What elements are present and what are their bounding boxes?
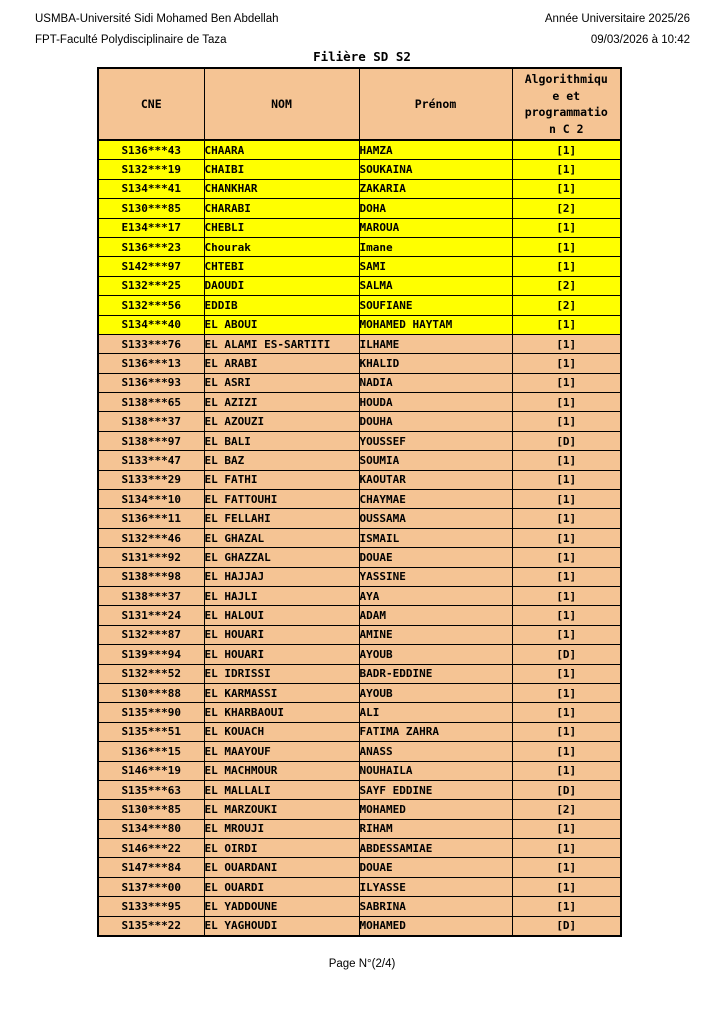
roster-header — [98, 68, 621, 140]
column-header-grade — [512, 68, 621, 140]
cell-nom: EL OUARDANI — [204, 858, 359, 877]
cell-prenom: ISMAIL — [359, 528, 512, 547]
cell-grade: [1] — [512, 451, 621, 470]
table-row — [98, 839, 621, 858]
table-row — [98, 354, 621, 373]
table-row — [98, 567, 621, 586]
table-row — [98, 431, 621, 450]
roster-body — [98, 140, 621, 936]
cell-grade: [1] — [512, 334, 621, 353]
table-row — [98, 373, 621, 392]
table-row — [98, 296, 621, 315]
table-row — [98, 237, 621, 256]
cell-grade: [1] — [512, 354, 621, 373]
cell-cne: S139***94 — [98, 645, 204, 664]
cell-cne: S132***87 — [98, 625, 204, 644]
table-row — [98, 625, 621, 644]
cell-nom: EL MARZOUKI — [204, 800, 359, 819]
cell-nom: EL HOUARI — [204, 625, 359, 644]
roster-table — [97, 67, 622, 937]
cell-nom: EL HAJJAJ — [204, 567, 359, 586]
cell-nom: Chourak — [204, 237, 359, 256]
cell-grade: [1] — [512, 722, 621, 741]
cell-cne: S130***85 — [98, 800, 204, 819]
cell-nom: EL ABOUI — [204, 315, 359, 334]
table-row — [98, 586, 621, 605]
cell-grade: [1] — [512, 761, 621, 780]
cell-cne: S146***19 — [98, 761, 204, 780]
cell-prenom: YOUSSEF — [359, 431, 512, 450]
cell-nom: CHARABI — [204, 199, 359, 218]
cell-grade: [1] — [512, 237, 621, 256]
cell-cne: S131***24 — [98, 606, 204, 625]
cell-prenom: AYOUB — [359, 683, 512, 702]
cell-cne: S135***51 — [98, 722, 204, 741]
cell-cne: S138***37 — [98, 586, 204, 605]
cell-prenom: ILHAME — [359, 334, 512, 353]
cell-nom: EL ALAMI ES-SARTITI — [204, 334, 359, 353]
cell-grade: [1] — [512, 548, 621, 567]
cell-grade: [1] — [512, 528, 621, 547]
cell-nom: DAOUDI — [204, 276, 359, 295]
cell-grade: [1] — [512, 509, 621, 528]
cell-grade: [1] — [512, 179, 621, 198]
table-row — [98, 412, 621, 431]
cell-grade: [1] — [512, 586, 621, 605]
cell-nom: EL GHAZZAL — [204, 548, 359, 567]
cell-nom: EL MALLALI — [204, 780, 359, 799]
table-row — [98, 761, 621, 780]
cell-nom: EL KARMASSI — [204, 683, 359, 702]
cell-prenom: SAYF EDDINE — [359, 780, 512, 799]
cell-nom: EL YADDOUNE — [204, 897, 359, 916]
cell-grade: [1] — [512, 490, 621, 509]
cell-grade: [1] — [512, 664, 621, 683]
cell-prenom: ZAKARIA — [359, 179, 512, 198]
column-header-grade-label: Algorithmique et programmation C 2 — [524, 72, 608, 136]
cell-nom: EL IDRISSI — [204, 664, 359, 683]
cell-grade: [1] — [512, 877, 621, 896]
cell-grade: [1] — [512, 393, 621, 412]
cell-cne: S137***00 — [98, 877, 204, 896]
cell-prenom: KHALID — [359, 354, 512, 373]
cell-nom: EL HOUARI — [204, 645, 359, 664]
cell-cne: S136***43 — [98, 140, 204, 160]
cell-nom: CHEBLI — [204, 218, 359, 237]
cell-prenom: ANASS — [359, 742, 512, 761]
cell-grade: [1] — [512, 257, 621, 276]
cell-cne: S133***47 — [98, 451, 204, 470]
cell-cne: S146***22 — [98, 839, 204, 858]
cell-nom: EL FELLAHI — [204, 509, 359, 528]
cell-cne: S132***56 — [98, 296, 204, 315]
cell-nom: EL BALI — [204, 431, 359, 450]
table-row — [98, 160, 621, 179]
cell-grade: [1] — [512, 742, 621, 761]
cell-cne: S138***98 — [98, 567, 204, 586]
cell-cne: S133***76 — [98, 334, 204, 353]
cell-nom: EL OUARDI — [204, 877, 359, 896]
cell-prenom: MOHAMED HAYTAM — [359, 315, 512, 334]
cell-cne: S147***84 — [98, 858, 204, 877]
cell-grade: [1] — [512, 858, 621, 877]
cell-grade: [2] — [512, 296, 621, 315]
cell-prenom: ALI — [359, 703, 512, 722]
cell-grade: [2] — [512, 800, 621, 819]
cell-cne: S142***97 — [98, 257, 204, 276]
cell-nom: EL AZOUZI — [204, 412, 359, 431]
cell-grade: [1] — [512, 606, 621, 625]
cell-nom: EL FATHI — [204, 470, 359, 489]
cell-prenom: MOHAMED — [359, 800, 512, 819]
cell-grade: [1] — [512, 315, 621, 334]
cell-prenom: AYA — [359, 586, 512, 605]
cell-cne: E134***17 — [98, 218, 204, 237]
cell-nom: EL MACHMOUR — [204, 761, 359, 780]
cell-grade: [D] — [512, 431, 621, 450]
cell-nom: EDDIB — [204, 296, 359, 315]
cell-grade: [1] — [512, 897, 621, 916]
cell-nom: EL HALOUI — [204, 606, 359, 625]
cell-cne: S136***13 — [98, 354, 204, 373]
cell-cne: S136***11 — [98, 509, 204, 528]
cell-grade: [1] — [512, 160, 621, 179]
cell-cne: S136***15 — [98, 742, 204, 761]
table-row — [98, 334, 621, 353]
cell-cne: S134***10 — [98, 490, 204, 509]
cell-cne: S135***22 — [98, 916, 204, 936]
cell-prenom: NOUHAILA — [359, 761, 512, 780]
cell-grade: [1] — [512, 470, 621, 489]
cell-prenom: DOHA — [359, 199, 512, 218]
cell-grade: [1] — [512, 140, 621, 160]
cell-grade: [1] — [512, 567, 621, 586]
cell-cne: S130***88 — [98, 683, 204, 702]
cell-cne: S138***97 — [98, 431, 204, 450]
print-datetime: 09/03/2026 à 10:42 — [590, 34, 690, 46]
table-row — [98, 140, 621, 160]
cell-grade: [1] — [512, 218, 621, 237]
cell-grade: [1] — [512, 839, 621, 858]
cell-cne: S132***52 — [98, 664, 204, 683]
cell-nom: EL OIRDI — [204, 839, 359, 858]
header-right — [545, 9, 690, 51]
cell-nom: EL YAGHOUDI — [204, 916, 359, 936]
cell-prenom: MAROUA — [359, 218, 512, 237]
table-row — [98, 664, 621, 683]
cell-grade: [1] — [512, 412, 621, 431]
cell-grade: [1] — [512, 683, 621, 702]
cell-cne: S136***93 — [98, 373, 204, 392]
table-row — [98, 393, 621, 412]
cell-prenom: OUSSAMA — [359, 509, 512, 528]
cell-grade: [2] — [512, 199, 621, 218]
table-row — [98, 606, 621, 625]
table-row — [98, 703, 621, 722]
table-row — [98, 819, 621, 838]
table-row — [98, 877, 621, 896]
cell-prenom: AMINE — [359, 625, 512, 644]
cell-prenom: NADIA — [359, 373, 512, 392]
cell-nom: EL GHAZAL — [204, 528, 359, 547]
cell-grade: [D] — [512, 645, 621, 664]
cell-grade: [D] — [512, 916, 621, 936]
cell-prenom: SOUMIA — [359, 451, 512, 470]
faculty-name: FPT-Faculté Polydisciplinaire de Taza — [35, 34, 227, 46]
cell-nom: EL ASRI — [204, 373, 359, 392]
cell-prenom: KAOUTAR — [359, 470, 512, 489]
table-row — [98, 916, 621, 936]
cell-grade: [2] — [512, 276, 621, 295]
cell-prenom: SALMA — [359, 276, 512, 295]
cell-cne: S133***95 — [98, 897, 204, 916]
cell-nom: EL AZIZI — [204, 393, 359, 412]
cell-cne: S131***92 — [98, 548, 204, 567]
cell-prenom: ILYASSE — [359, 877, 512, 896]
cell-cne: S138***37 — [98, 412, 204, 431]
cell-prenom: DOUAE — [359, 548, 512, 567]
cell-prenom: SAMI — [359, 257, 512, 276]
university-name: USMBA-Université Sidi Mohamed Ben Abdellah — [35, 13, 279, 25]
cell-cne: S132***19 — [98, 160, 204, 179]
table-row — [98, 276, 621, 295]
cell-prenom: HAMZA — [359, 140, 512, 160]
table-row — [98, 509, 621, 528]
cell-cne: S132***25 — [98, 276, 204, 295]
cell-nom: EL MAAYOUF — [204, 742, 359, 761]
table-row — [98, 548, 621, 567]
table-row — [98, 528, 621, 547]
cell-grade: [D] — [512, 780, 621, 799]
cell-prenom: SABRINA — [359, 897, 512, 916]
column-header-nom: NOM — [204, 68, 359, 140]
column-header-cne: CNE — [98, 68, 204, 140]
cell-cne: S130***85 — [98, 199, 204, 218]
cell-prenom: MOHAMED — [359, 916, 512, 936]
table-row — [98, 722, 621, 741]
table-row — [98, 315, 621, 334]
cell-cne: S134***41 — [98, 179, 204, 198]
cell-grade: [1] — [512, 819, 621, 838]
cell-nom: EL KOUACH — [204, 722, 359, 741]
cell-prenom: SOUKAINA — [359, 160, 512, 179]
cell-prenom: DOUHA — [359, 412, 512, 431]
cell-cne: S138***65 — [98, 393, 204, 412]
table-row — [98, 179, 621, 198]
cell-nom: EL FATTOUHI — [204, 490, 359, 509]
table-row — [98, 470, 621, 489]
table-row — [98, 858, 621, 877]
cell-prenom: Imane — [359, 237, 512, 256]
cell-prenom: DOUAE — [359, 858, 512, 877]
cell-cne: S135***63 — [98, 780, 204, 799]
academic-year: Année Universitaire 2025/26 — [544, 13, 690, 25]
table-row — [98, 257, 621, 276]
table-row — [98, 451, 621, 470]
cell-nom: CHTEBI — [204, 257, 359, 276]
header-row — [98, 68, 621, 140]
cell-prenom: ADAM — [359, 606, 512, 625]
cell-nom: CHANKHAR — [204, 179, 359, 198]
cell-cne: S133***29 — [98, 470, 204, 489]
cell-prenom: SOUFIANE — [359, 296, 512, 315]
cell-prenom: HOUDA — [359, 393, 512, 412]
page-number: Page N°(2/4) — [328, 958, 396, 970]
cell-nom: EL KHARBAOUI — [204, 703, 359, 722]
cell-nom: EL ARABI — [204, 354, 359, 373]
cell-prenom: ABDESSAMIAE — [359, 839, 512, 858]
cell-cne: S135***90 — [98, 703, 204, 722]
cell-nom: EL BAZ — [204, 451, 359, 470]
cell-cne: S132***46 — [98, 528, 204, 547]
cell-prenom: RIHAM — [359, 819, 512, 838]
cell-cne: S134***40 — [98, 315, 204, 334]
table-row — [98, 780, 621, 799]
cell-grade: [1] — [512, 373, 621, 392]
header-left — [35, 9, 279, 51]
cell-cne: S134***80 — [98, 819, 204, 838]
table-row — [98, 742, 621, 761]
cell-nom: CHAIBI — [204, 160, 359, 179]
cell-nom: EL HAJLI — [204, 586, 359, 605]
table-row — [98, 490, 621, 509]
table-row — [98, 897, 621, 916]
cell-prenom: FATIMA ZAHRA — [359, 722, 512, 741]
column-header-prenom: Prénom — [359, 68, 512, 140]
cell-prenom: CHAYMAE — [359, 490, 512, 509]
page-title: Filière SD S2 — [313, 49, 411, 64]
cell-prenom: BADR-EDDINE — [359, 664, 512, 683]
cell-prenom: YASSINE — [359, 567, 512, 586]
cell-nom: EL MROUJI — [204, 819, 359, 838]
cell-grade: [1] — [512, 625, 621, 644]
cell-nom: CHAARA — [204, 140, 359, 160]
cell-prenom: AYOUB — [359, 645, 512, 664]
table-row — [98, 683, 621, 702]
cell-grade: [1] — [512, 703, 621, 722]
cell-cne: S136***23 — [98, 237, 204, 256]
table-row — [98, 199, 621, 218]
table-row — [98, 645, 621, 664]
table-row — [98, 218, 621, 237]
table-row — [98, 800, 621, 819]
